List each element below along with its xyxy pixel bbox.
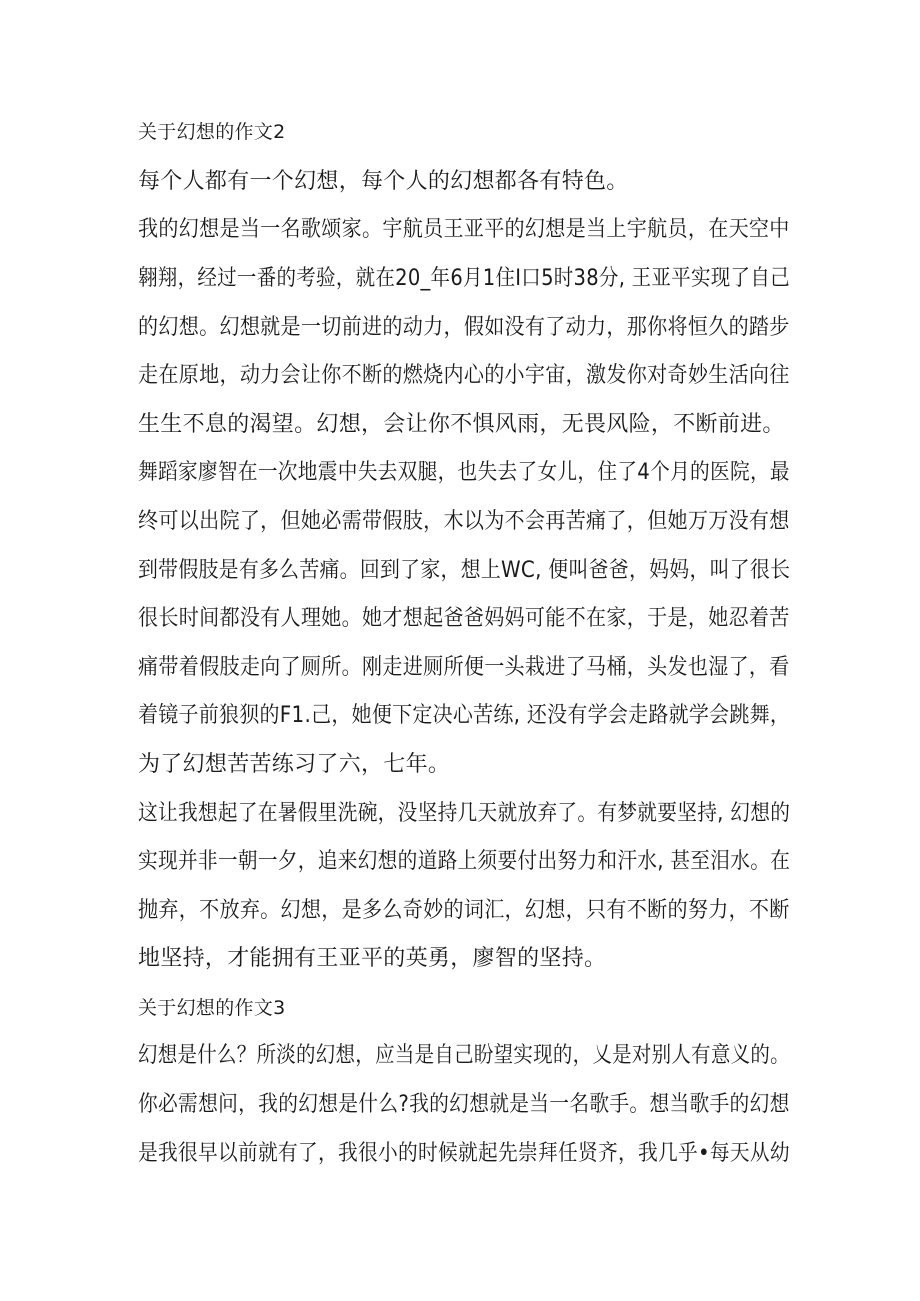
text-line: 很长时间都没有人理她。她才想起爸爸妈妈可能不在家，于是，她忍着苦 <box>138 606 790 631</box>
text-line: 生生不息的渴望。幻想，会让你不惧风雨，无畏风险，不断前进。 <box>138 412 785 437</box>
text-line: 终可以出院了，但她必需带假肢，木以为不会再苦痛了，但她万万没有想 <box>138 509 790 534</box>
text-line: 抛弃，不放弃。幻想，是多么奇妙的词汇，幻想，只有不断的努力，不断 <box>138 898 790 923</box>
text-line: 翱翔，经过一番的考验，就在20_年6月1住I口5时38分, 王亚平实现了自己 <box>138 266 790 291</box>
text-line: 幻想是什么？所淡的幻想，应当是自己盼望实现的，乂是对别人有意义的。 <box>138 1043 790 1068</box>
text-line: 是我很早以前就有了，我很小的时候就起先崇拜任贤齐，我几乎•每天从幼 <box>138 1141 790 1166</box>
text-line: 走在原地，动力会让你不断的燃烧内心的小宇宙，激发你对奇妙生活向往 <box>138 363 790 388</box>
text-line: 你必需想问，我的幻想是什么?我的幻想就是当一名歌手。想当歌手的幻想 <box>138 1092 790 1117</box>
text-line: 到带假肢是有多么苦痛。回到了家，想上WC, 便叫爸爸，妈妈，叫了很长 <box>138 558 791 583</box>
text-line: 痛带着假肢走向了厕所。刚走进厕所便一头栽进了马桶，头发也湿了，看 <box>138 655 790 680</box>
essay-3-title: 关于幻想的作文3 <box>138 997 286 1019</box>
text-line: 的幻想。幻想就是一切前进的动力，假如没有了动力，那你将恒久的踏步 <box>138 315 790 340</box>
text-line: 每个人都有一个幻想，每个人的幻想都各有特色。 <box>138 169 629 194</box>
text-line: 我的幻想是当一名歌颂家。宇航员王亚平的幻想是当上宇航员，在天空中 <box>138 217 790 242</box>
essay-2-title: 关于幻想的作文2 <box>138 121 286 143</box>
text-line: 地坚持，才能拥有王亚平的英勇，廖智的坚持。 <box>138 946 607 971</box>
text-line: 着镜子前狼狈的F1.己，她便下定决心苦练, 还没有学会走路就学会跳舞， <box>138 703 791 728</box>
text-line: 这让我想起了在暑假里洗碗，没坚持几天就放弃了。有梦就要坚持, 幻想的 <box>138 801 791 826</box>
text-line: 实现并非一朝一夕，追来幻想的道路上须要付出努力和汗水, 甚至泪水。在 <box>138 849 791 874</box>
text-line: 为了幻想苦苦练习了六，七年。 <box>138 752 451 777</box>
text-line: 舞蹈家廖智在一次地震中失去双腿，也失去了女儿，住了4个月的医院，最 <box>138 460 790 485</box>
